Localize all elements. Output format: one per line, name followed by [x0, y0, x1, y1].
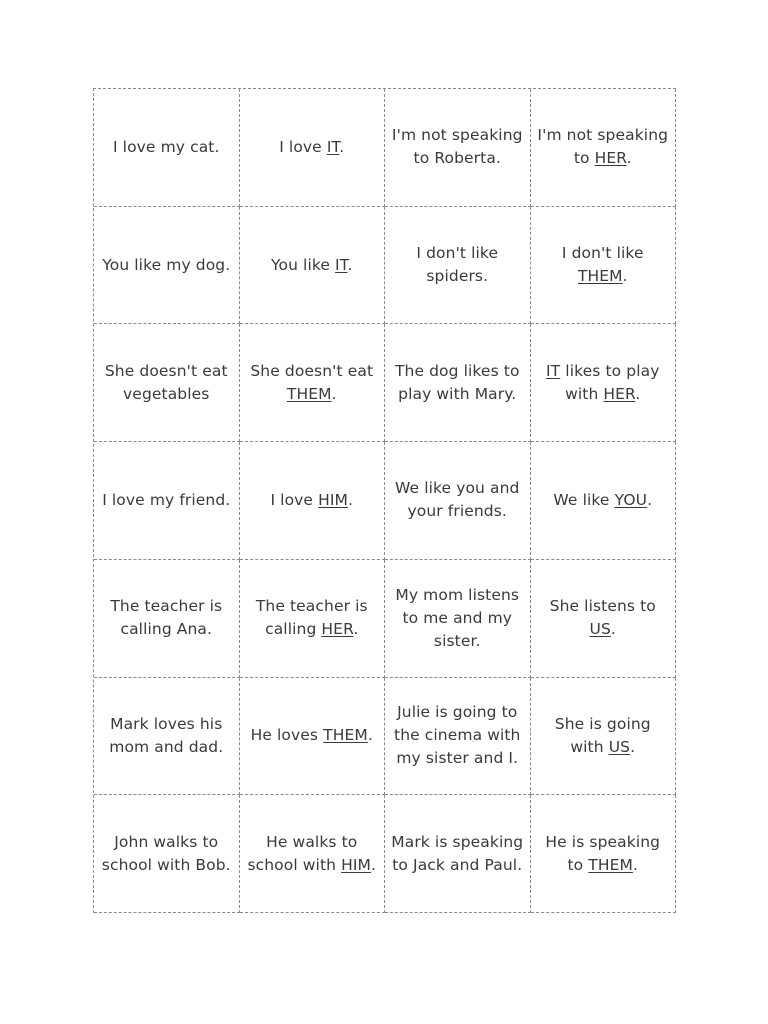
- underlined-pronoun: IT: [335, 255, 348, 274]
- card-r6-c2: [240, 678, 386, 796]
- card-r5-c3: [385, 560, 531, 678]
- card-text: Mark is speaking to Jack and Paul.: [391, 832, 524, 874]
- card-r7-c3: [385, 795, 531, 913]
- pronoun-cards-grid: [93, 88, 676, 913]
- underlined-pronoun: HER: [594, 149, 627, 168]
- underlined-pronoun: THEM: [323, 726, 368, 745]
- card-text: The teacher is calling HER.: [255, 597, 368, 639]
- card-r3-c4: [531, 324, 677, 442]
- card-text: Mark loves his mom and dad.: [109, 714, 224, 756]
- underlined-pronoun: THEM: [588, 855, 633, 874]
- underlined-pronoun: IT: [326, 137, 340, 156]
- card-r3-c1: [94, 324, 240, 442]
- card-text: John walks to school with Bob.: [101, 832, 231, 874]
- card-text: She is going with US.: [554, 714, 651, 756]
- card-r4-c2: [240, 442, 386, 560]
- card-text: She doesn't eat THEM.: [250, 361, 374, 403]
- card-r6-c1: [94, 678, 240, 796]
- underlined-pronoun: US: [608, 737, 631, 756]
- card-text: The dog likes to play with Mary.: [394, 361, 520, 403]
- card-r5-c2: [240, 560, 386, 678]
- card-text: He walks to school with HIM.: [247, 832, 377, 874]
- underlined-pronoun: HIM: [341, 855, 371, 874]
- underlined-pronoun: IT: [546, 361, 561, 380]
- card-text: He is speaking to THEM.: [545, 832, 661, 874]
- card-r2-c3: [385, 207, 531, 325]
- card-r6-c3: [385, 678, 531, 796]
- card-text: I don't like THEM.: [561, 244, 644, 286]
- card-r4-c3: [385, 442, 531, 560]
- card-text: IT likes to play with HER.: [546, 361, 660, 403]
- card-r5-c1: [94, 560, 240, 678]
- card-text: I love HIM.: [270, 490, 354, 509]
- card-r7-c4: [531, 795, 677, 913]
- card-text: The teacher is calling Ana.: [110, 597, 223, 639]
- card-text: She doesn't eat vegetables: [104, 361, 228, 403]
- card-text: I love my cat.: [112, 137, 220, 156]
- card-r1-c4: [531, 89, 677, 207]
- card-text: I'm not speaking to Roberta.: [391, 126, 523, 168]
- card-text: I'm not speaking to HER.: [537, 126, 669, 168]
- card-text: I don't like spiders.: [416, 244, 499, 286]
- card-text: He loves THEM.: [250, 726, 373, 745]
- card-r1-c3: [385, 89, 531, 207]
- card-text: You like IT.: [271, 255, 353, 274]
- card-r2-c4: [531, 207, 677, 325]
- underlined-pronoun: YOU: [614, 490, 648, 509]
- underlined-pronoun: THEM: [286, 384, 332, 403]
- card-text: My mom listens to me and my sister.: [395, 585, 520, 650]
- underlined-pronoun: US: [589, 620, 611, 639]
- card-r2-c1: [94, 207, 240, 325]
- card-r7-c1: [94, 795, 240, 913]
- card-r1-c1: [94, 89, 240, 207]
- underlined-pronoun: THEM: [577, 267, 623, 286]
- card-r1-c2: [240, 89, 386, 207]
- card-r5-c4: [531, 560, 677, 678]
- card-text: She listens to US.: [549, 597, 656, 639]
- underlined-pronoun: HIM: [318, 490, 348, 509]
- card-r3-c2: [240, 324, 386, 442]
- card-r3-c3: [385, 324, 531, 442]
- card-text: We like YOU.: [553, 490, 653, 509]
- card-r2-c2: [240, 207, 386, 325]
- card-text: You like my dog.: [102, 255, 231, 274]
- card-text: Julie is going to the cinema with my sister and I.: [394, 703, 521, 768]
- card-r4-c4: [531, 442, 677, 560]
- card-text: I love IT.: [279, 137, 345, 156]
- card-r6-c4: [531, 678, 677, 796]
- card-text: We like you and your friends.: [395, 479, 520, 521]
- underlined-pronoun: HER: [321, 620, 354, 639]
- underlined-pronoun: HER: [603, 384, 636, 403]
- card-r4-c1: [94, 442, 240, 560]
- card-text: I love my friend.: [102, 490, 231, 509]
- card-r7-c2: [240, 795, 386, 913]
